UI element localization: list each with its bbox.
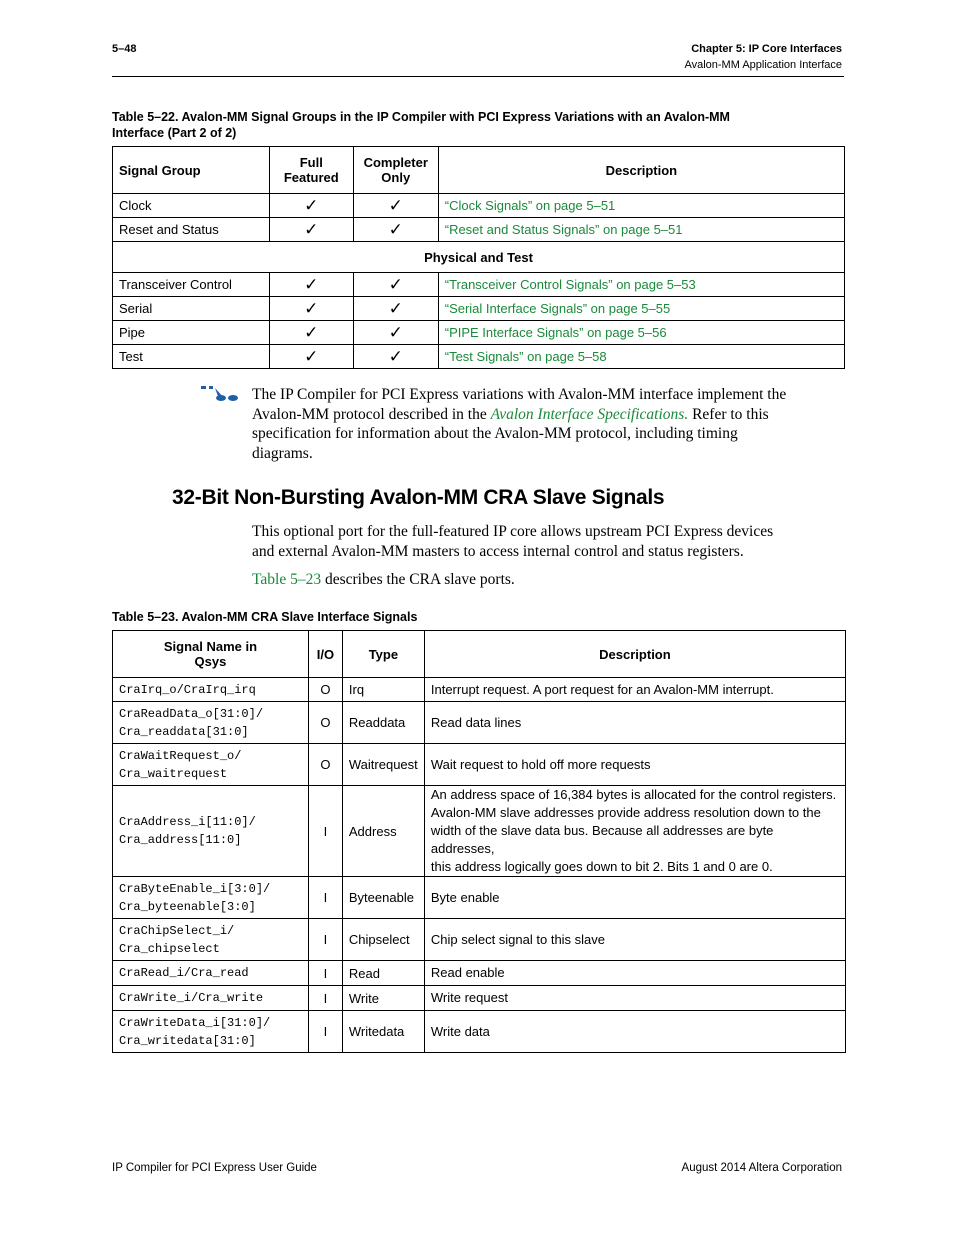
signal-group-cell: Test bbox=[113, 345, 270, 369]
description-cell bbox=[424, 961, 845, 986]
description-line: Byte enable bbox=[430, 889, 500, 905]
signal-name-cell bbox=[113, 961, 309, 986]
table-22-caption-line2: Interface (Part 2 of 2) bbox=[112, 126, 237, 140]
table-22-top-rows bbox=[113, 194, 845, 242]
description-link[interactable]: “Serial Interface Signals” on page 5–55 bbox=[438, 297, 844, 321]
signal-name-line2: Cra_chipselect bbox=[119, 941, 220, 956]
type-cell: Read bbox=[342, 961, 424, 986]
check-icon: ✓ bbox=[353, 297, 438, 321]
signal-name-line2: Cra_writedata[31:0] bbox=[119, 1033, 256, 1048]
signal-name-line1: CraChipSelect_i/ bbox=[119, 923, 235, 938]
page-number: 5–48 bbox=[112, 43, 137, 55]
description-cell bbox=[424, 919, 845, 961]
col-signal-name bbox=[113, 631, 309, 678]
type-cell: Byteenable bbox=[342, 877, 424, 919]
signal-name-cell bbox=[113, 919, 309, 961]
check-icon: ✓ bbox=[353, 218, 438, 242]
col-signal-name-line1: Signal Name in bbox=[163, 639, 258, 654]
table-ref-rest: describes the CRA slave ports. bbox=[321, 571, 515, 588]
signal-group-cell: Reset and Status bbox=[113, 218, 270, 242]
signal-groups-table bbox=[112, 146, 845, 369]
note-text bbox=[252, 385, 852, 463]
type-cell: Waitrequest bbox=[342, 744, 424, 786]
signal-name-cell bbox=[113, 678, 309, 702]
signal-name-line2: Cra_address[11:0] bbox=[119, 833, 242, 847]
description-line: this address logically goes down to bit 2. Bits 1 and 0 are 0. bbox=[430, 859, 773, 874]
table-row bbox=[113, 678, 846, 702]
cra-slave-signals-table bbox=[112, 630, 846, 1053]
intro-line1: This optional port for the full-featured IP core allows upstream PCI Express devices bbox=[252, 523, 774, 540]
section-title: Avalon-MM Application Interface bbox=[684, 59, 842, 71]
check-icon: ✓ bbox=[269, 321, 353, 345]
check-icon: ✓ bbox=[353, 321, 438, 345]
note-icon bbox=[201, 385, 239, 403]
description-cell bbox=[424, 678, 845, 702]
description-link[interactable]: “Reset and Status Signals” on page 5–51 bbox=[438, 218, 844, 242]
table-row bbox=[113, 1011, 846, 1053]
description-line: Avalon-MM slave addresses provide address resolution down to the bbox=[430, 805, 821, 820]
table-row bbox=[113, 786, 846, 877]
col-signal-group: Signal Group bbox=[113, 147, 270, 194]
signal-name-line1: CraReadData_o[31:0]/ bbox=[119, 706, 264, 721]
note-line2 bbox=[252, 405, 852, 425]
col-full-featured bbox=[269, 147, 353, 194]
type-cell: Write bbox=[342, 986, 424, 1011]
io-cell: I bbox=[308, 986, 342, 1011]
col-completer-only-line2: Only bbox=[381, 170, 411, 185]
io-cell: O bbox=[308, 678, 342, 702]
signal-name-line2: Cra_byteenable[3:0] bbox=[119, 899, 256, 914]
description-line: Wait request to hold off more requests bbox=[430, 756, 651, 772]
description-line: Interrupt request. A port request for an Avalon-MM interrupt. bbox=[430, 681, 774, 697]
col-io: I/O bbox=[308, 631, 342, 678]
signal-name-line1: CraWriteData_i[31:0]/ bbox=[119, 1015, 271, 1030]
io-cell: O bbox=[308, 744, 342, 786]
check-icon: ✓ bbox=[353, 273, 438, 297]
subsection-row bbox=[113, 242, 845, 273]
description-link[interactable]: “Clock Signals” on page 5–51 bbox=[438, 194, 844, 218]
description-line: width of the slave data bus. Because all addresses are byte addresses, bbox=[430, 823, 774, 856]
description-line: An address space of 16,384 bytes is allocated for the control registers. bbox=[430, 787, 837, 802]
description-line: Write data bbox=[430, 1023, 490, 1039]
signal-name-cell bbox=[113, 744, 309, 786]
io-cell: I bbox=[308, 1011, 342, 1053]
io-cell: I bbox=[308, 919, 342, 961]
description-link[interactable]: “PIPE Interface Signals” on page 5–56 bbox=[438, 321, 844, 345]
table-22-caption-line1: Table 5–22. Avalon-MM Signal Groups in the IP Compiler with PCI Express Variations with an Avalon-MM bbox=[112, 110, 730, 124]
subsection-physical-test: Physical and Test bbox=[113, 242, 845, 273]
description-cell bbox=[424, 986, 845, 1011]
table-5-23-link[interactable]: Table 5–23 bbox=[252, 571, 322, 588]
note-line2-post: Refer to this bbox=[688, 405, 769, 423]
avalon-spec-link[interactable]: Avalon Interface Specifications. bbox=[490, 405, 689, 423]
table-row bbox=[113, 218, 845, 242]
check-icon: ✓ bbox=[269, 194, 353, 218]
table-row bbox=[113, 877, 846, 919]
table-row bbox=[113, 986, 846, 1011]
signal-name-cell bbox=[113, 877, 309, 919]
table-22-bottom-rows bbox=[113, 273, 845, 369]
signal-name-line2: Cra_waitrequest bbox=[119, 766, 228, 781]
col-full-featured-line2: Featured bbox=[283, 170, 339, 185]
signal-name-cell bbox=[113, 786, 309, 877]
check-icon: ✓ bbox=[269, 297, 353, 321]
note-line4: diagrams. bbox=[252, 444, 313, 462]
table-row bbox=[113, 297, 845, 321]
description-cell bbox=[424, 1011, 845, 1053]
description-cell bbox=[424, 702, 845, 744]
signal-group-cell: Clock bbox=[113, 194, 270, 218]
description-line: Chip select signal to this slave bbox=[430, 931, 606, 947]
io-cell: I bbox=[308, 877, 342, 919]
chapter-title: Chapter 5: IP Core Interfaces bbox=[691, 43, 842, 55]
description-link[interactable]: “Test Signals” on page 5–58 bbox=[438, 345, 844, 369]
type-cell: Address bbox=[342, 786, 424, 877]
check-icon: ✓ bbox=[353, 194, 438, 218]
signal-group-cell: Serial bbox=[113, 297, 270, 321]
description-line: Write request bbox=[430, 990, 508, 1005]
signal-name-line1: CraWaitRequest_o/ bbox=[119, 748, 242, 763]
header-rule bbox=[112, 76, 844, 77]
description-link[interactable]: “Transceiver Control Signals” on page 5–53 bbox=[438, 273, 844, 297]
table-row bbox=[113, 919, 846, 961]
col-description: Description bbox=[424, 631, 845, 678]
note-line3: specification for information about the Avalon-MM protocol, including timing bbox=[252, 425, 738, 442]
table-header-row bbox=[113, 631, 846, 678]
section-heading: 32-Bit Non-Bursting Avalon-MM CRA Slave Signals bbox=[172, 486, 665, 509]
signal-name-line1: CraIrq_o/CraIrq_irq bbox=[119, 682, 256, 697]
check-icon: ✓ bbox=[269, 273, 353, 297]
check-icon: ✓ bbox=[269, 345, 353, 369]
signal-name-cell bbox=[113, 1011, 309, 1053]
type-cell: Irq bbox=[342, 678, 424, 702]
table-23-caption: Table 5–23. Avalon-MM CRA Slave Interface Signals bbox=[112, 610, 418, 624]
signal-group-cell: Pipe bbox=[113, 321, 270, 345]
col-completer-only-line1: Completer bbox=[363, 155, 428, 170]
description-cell bbox=[424, 744, 845, 786]
description-cell bbox=[424, 786, 845, 877]
table-row bbox=[113, 273, 845, 297]
signal-name-line1: CraWrite_i/Cra_write bbox=[119, 991, 264, 1005]
table-row bbox=[113, 744, 846, 786]
col-completer-only bbox=[353, 147, 438, 194]
signal-name-line1: CraRead_i/Cra_read bbox=[119, 966, 249, 980]
col-signal-name-line2: Qsys bbox=[194, 654, 227, 669]
description-line: Read enable bbox=[430, 965, 505, 980]
signal-name-line1: CraAddress_i[11:0]/ bbox=[119, 815, 256, 829]
signal-name-cell bbox=[113, 986, 309, 1011]
table-22-caption bbox=[112, 109, 730, 141]
footer-date-company: August 2014 Altera Corporation bbox=[681, 1162, 842, 1174]
signal-name-line1: CraByteEnable_i[3:0]/ bbox=[119, 881, 271, 896]
type-cell: Readdata bbox=[342, 702, 424, 744]
table-row bbox=[113, 345, 845, 369]
signal-name-cell bbox=[113, 702, 309, 744]
table-row bbox=[113, 321, 845, 345]
type-cell: Chipselect bbox=[342, 919, 424, 961]
io-cell: O bbox=[308, 702, 342, 744]
col-full-featured-line1: Full bbox=[299, 155, 323, 170]
signal-name-line2: Cra_readdata[31:0] bbox=[119, 724, 249, 739]
description-line: Read data lines bbox=[430, 714, 522, 730]
intro-line2: and external Avalon-MM masters to access internal control and status registers. bbox=[252, 542, 744, 560]
table-row bbox=[113, 961, 846, 986]
table-row bbox=[113, 194, 845, 218]
col-type: Type bbox=[342, 631, 424, 678]
table-row bbox=[113, 702, 846, 744]
note-line2-pre: Avalon-MM protocol described in the bbox=[252, 405, 491, 423]
intro-paragraph bbox=[252, 522, 852, 561]
table-ref-paragraph bbox=[252, 570, 515, 590]
description-cell bbox=[424, 877, 845, 919]
io-cell: I bbox=[308, 786, 342, 877]
check-icon: ✓ bbox=[353, 345, 438, 369]
type-cell: Writedata bbox=[342, 1011, 424, 1053]
table-header-row bbox=[113, 147, 845, 194]
footer-doc-title: IP Compiler for PCI Express User Guide bbox=[112, 1162, 317, 1174]
io-cell: I bbox=[308, 961, 342, 986]
table-23-rows bbox=[113, 678, 846, 1053]
col-description: Description bbox=[438, 147, 844, 194]
check-icon: ✓ bbox=[269, 218, 353, 242]
signal-group-cell: Transceiver Control bbox=[113, 273, 270, 297]
note-line1: The IP Compiler for PCI Express variations with Avalon-MM interface implement the bbox=[252, 386, 787, 403]
